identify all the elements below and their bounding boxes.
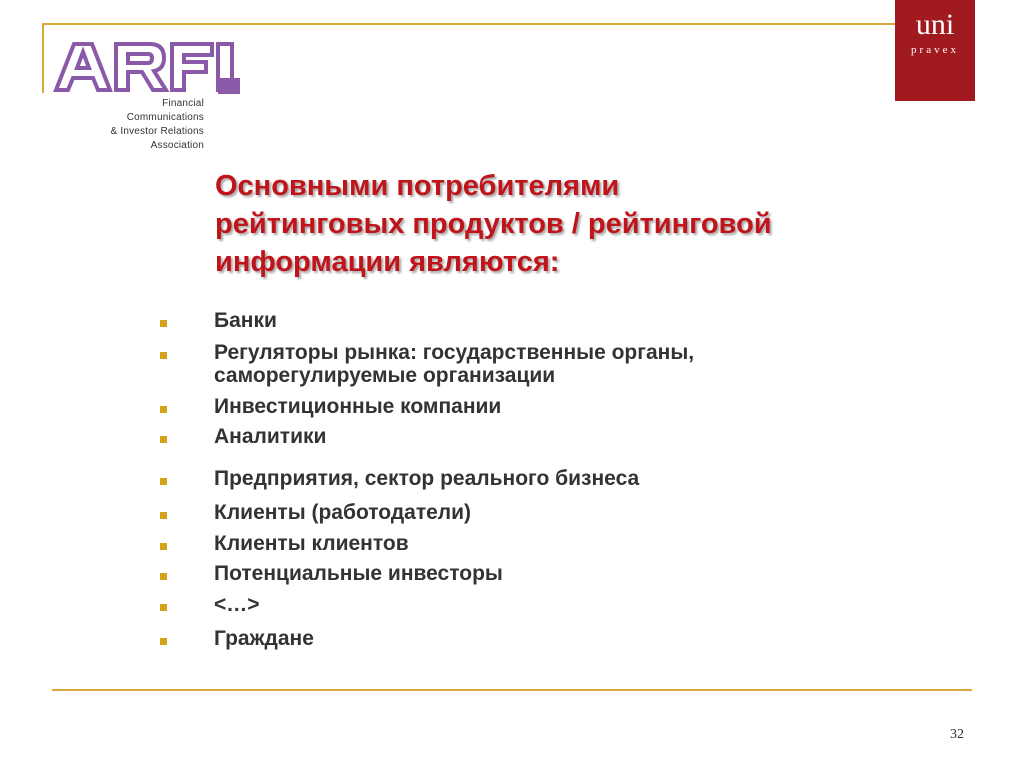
bullet-square-icon bbox=[160, 320, 167, 327]
bullet-square-icon bbox=[160, 512, 167, 519]
top-rule bbox=[42, 23, 895, 25]
bullet-text bbox=[214, 309, 914, 332]
slide-title-line: информации являются: bbox=[215, 246, 560, 278]
association-line: & Investor Relations bbox=[110, 126, 204, 137]
arfi-logo bbox=[52, 38, 242, 94]
uni-logo-word: uni bbox=[915, 8, 955, 41]
bullet-square-icon bbox=[160, 543, 167, 550]
bullet-line: Клиенты клиентов bbox=[214, 532, 409, 555]
bullet-square-icon bbox=[160, 352, 167, 359]
bullet-text bbox=[214, 467, 914, 490]
arfi-association-text bbox=[84, 97, 204, 153]
bullet-line: Потенциальные инвесторы bbox=[214, 562, 503, 585]
slide-title-line: рейтинговых продуктов / рейтинговой bbox=[215, 208, 772, 240]
bullet-line: Аналитики bbox=[214, 425, 327, 448]
bullet-line: Граждане bbox=[214, 627, 314, 650]
bullet-square-icon bbox=[160, 406, 167, 413]
association-line: Financial bbox=[162, 98, 204, 109]
bullet-line: Предприятия, сектор реального бизнеса bbox=[214, 467, 640, 490]
slide-title bbox=[215, 167, 915, 281]
uni-pravex-logo bbox=[895, 0, 975, 101]
bullet-square-icon bbox=[160, 573, 167, 580]
left-rule bbox=[42, 23, 44, 93]
bottom-rule bbox=[52, 689, 972, 691]
page-number: 32 bbox=[950, 727, 964, 742]
bullet-line: Регуляторы рынка: государственные органы, bbox=[214, 341, 695, 364]
bullet-square-icon bbox=[160, 638, 167, 645]
bullet-text bbox=[214, 627, 914, 650]
slide-title-line: Основными потребителями bbox=[215, 170, 620, 202]
bullet-line: Инвестиционные компании bbox=[214, 395, 502, 418]
association-line: Communications bbox=[126, 112, 204, 123]
bullet-text bbox=[214, 501, 914, 524]
bullet-text bbox=[214, 425, 914, 448]
bullet-square-icon bbox=[160, 604, 167, 611]
bullet-line: Клиенты (работодатели) bbox=[214, 501, 472, 524]
bullet-line: Банки bbox=[214, 309, 277, 332]
bullet-line: саморегулируемые организации bbox=[214, 364, 556, 387]
bullet-line: <…> bbox=[214, 593, 260, 616]
bullet-text bbox=[214, 341, 914, 387]
bullet-square-icon bbox=[160, 478, 167, 485]
bullet-text bbox=[214, 395, 914, 418]
bullet-text bbox=[214, 593, 914, 616]
uni-logo-subtitle: pravex bbox=[911, 44, 959, 56]
bullet-text bbox=[214, 532, 914, 555]
bullet-text bbox=[214, 562, 914, 585]
bullet-square-icon bbox=[160, 436, 167, 443]
association-line: Association bbox=[150, 140, 204, 151]
